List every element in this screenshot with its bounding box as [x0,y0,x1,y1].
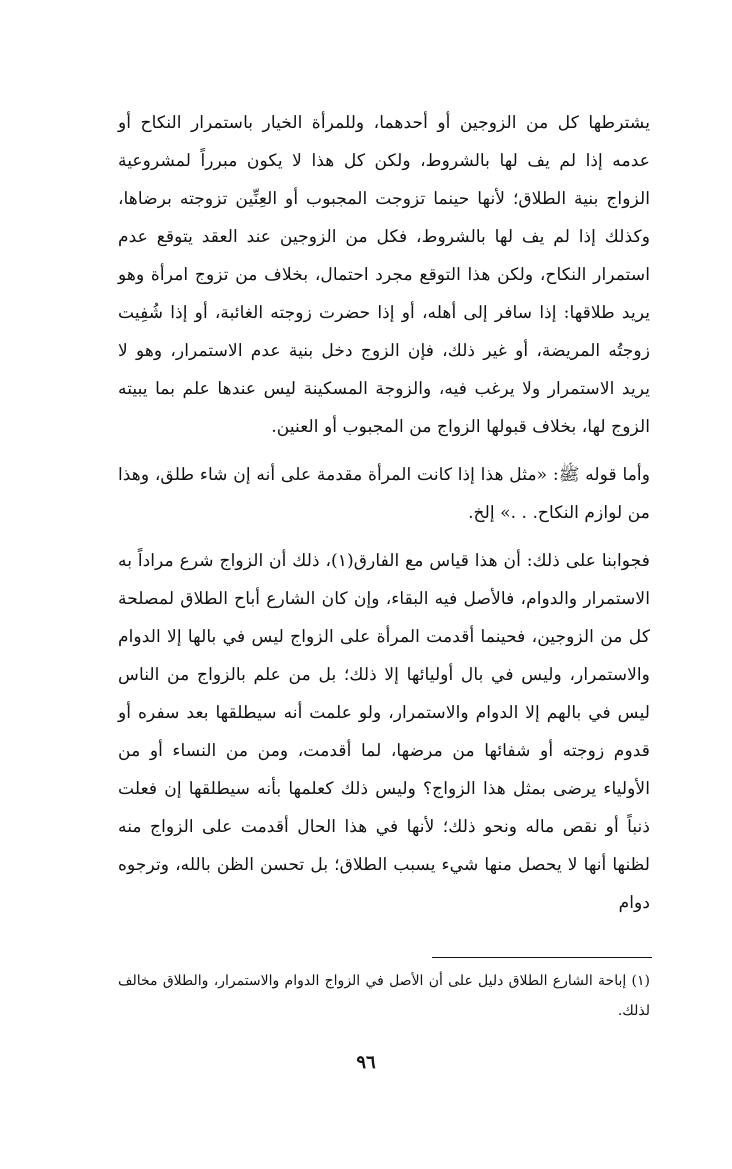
main-text [118,104,650,922]
paragraph-1: يشترطها كل من الزوجين أو أحدهما، وللمرأة الخيار باستمرار النكاح أو عدمه إذا لم يف لها بالشروط، ولكن كل هذا لا يكون مبرراً لمشروعية الزواج بنية الطلاق؛ لأنها حينما تزوجت المجبوب أو العِنِّين تزوجته برضاها، وكذلك إذا لم يف لها بالشروط، فكل من الزوجين عند العقد يتوقع عدم استمرار النكاح، ولكن هذا التوقع مجرد احتمال، بخلاف من تزوج امرأة وهو يريد طلاقها: إذا سافر إلى أهله، أو إذا حضرت زوجته الغائبة، أو إذا شُفِيت زوجتُه المريضة، أو غير ذلك، فإن الزوج دخل بنية عدم الاستمرار، وهو لا يريد الاستمرار ولا يرغب فيه، والزوجة المسكينة ليس عندها علم بما يبيته الزوج لها، بخلاف قبولها الزواج من المجبوب أو العنين. [118,113,650,437]
footnote-text: (١) إباحة الشارع الطلاق دليل على أن الأصل في الزواج الدوام والاستمرار، والطلاق مخالف لذلك. [118,973,650,1019]
paragraph-2: وأما قوله ﷺ: «مثل هذا إذا كانت المرأة مقدمة على أنه إن شاء طلق، وهذا من لوازم النكاح. . .» إلخ. [118,465,650,523]
paragraph-3: فجوابنا على ذلك: أن هذا قياس مع الفارق(١)، ذلك أن الزواج شرع مراداً به الاستمرار والدوام، فالأصل فيه البقاء، وإن كان الشارع أباح الطلاق لمصلحة كل من الزوجين، فحينما أقدمت المرأة على الزواج ليس في بالها إلا الدوام والاستمرار، وليس في بال أوليائها إلا ذلك؛ بل من علم بالزواج من الناس ليس في بالهم إلا الدوام والاستمرار، ولو علمت أنه سيطلقها بعد سفره أو قدوم زوجته أو شفائها من مرضها، لما أقدمت، ومن من النساء أو من الأولياء يرضى بمثل هذا الزواج؟ وليس ذلك كعلمها بأنه سيطلقها إن فعلت ذنباً أو نقص ماله ونحو ذلك؛ لأنها في هذا الحال أقدمت على الزواج منه لظنها أنها لا يحصل منها شيء يسبب الطلاق؛ بل تحسن الظن بالله، وترجوه دوام [118,551,650,913]
footnote [118,966,650,1026]
footnote-divider [432,957,652,958]
page-number: ٩٦ [356,1052,376,1073]
